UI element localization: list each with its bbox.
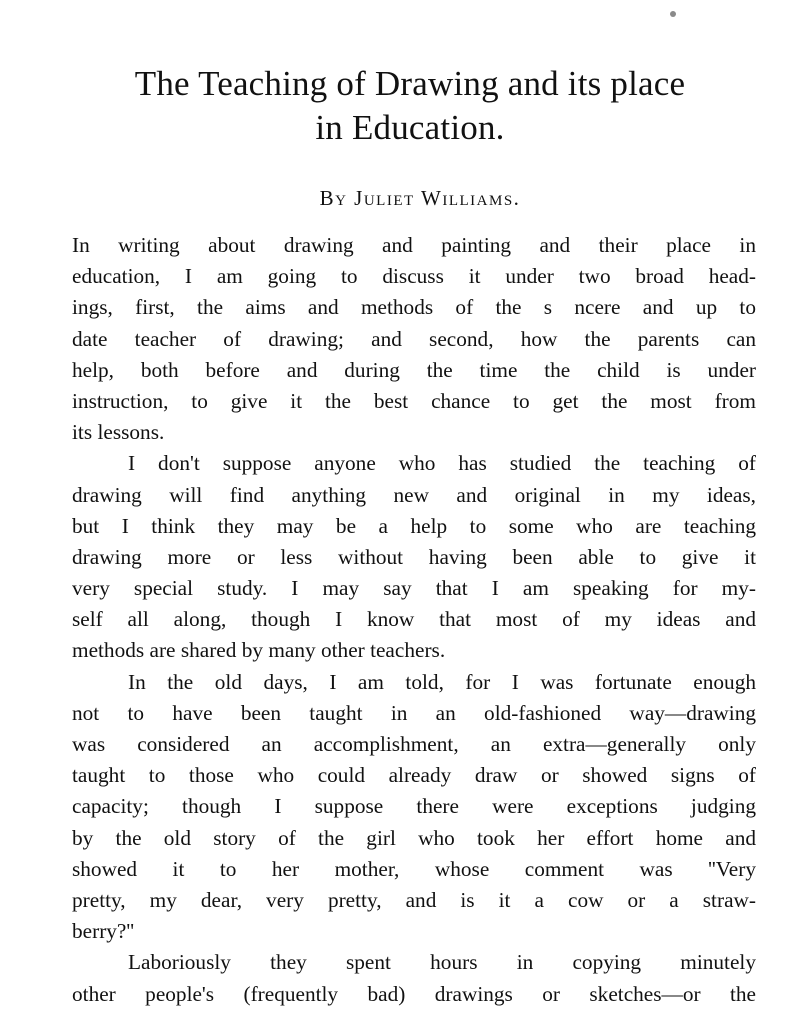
text-line: education, I am going to discuss it under two broad head- xyxy=(72,264,756,289)
paragraph-4 xyxy=(72,947,756,1009)
ink-speck xyxy=(670,11,676,17)
text-line: ings, first, the aims and methods of the s ncere and up to xyxy=(72,295,756,320)
text-line: pretty, my dear, very pretty, and is it a cow or a straw- xyxy=(72,887,756,912)
text-line: berry?'' xyxy=(72,919,135,944)
text-line: drawing will find anything new and original in my ideas, xyxy=(72,482,756,507)
text-line: very special study. I may say that I am speaking for my- xyxy=(72,576,756,601)
text-line: showed it to her mother, whose comment was ''Very xyxy=(72,856,756,881)
text-line: methods are shared by many other teachers. xyxy=(72,638,446,663)
article-title xyxy=(60,62,760,150)
article-body xyxy=(72,230,756,1010)
text-line: drawing more or less without having been able to give it xyxy=(72,544,756,569)
text-line: help, both before and during the time the child is under xyxy=(72,357,756,382)
text-line: date teacher of drawing; and second, how the parents can xyxy=(72,326,756,351)
text-line: In writing about drawing and painting and their place in xyxy=(72,233,756,257)
text-line: not to have been taught in an old-fashioned way—drawing xyxy=(72,700,756,725)
text-line: its lessons. xyxy=(72,420,165,445)
paragraph-2 xyxy=(72,448,756,666)
paragraph-3 xyxy=(72,667,756,948)
text-line: self all along, though I know that most of my ideas and xyxy=(72,607,756,632)
text-line: In the old days, I am told, for I was fortunate enough xyxy=(128,669,756,694)
paragraph-1 xyxy=(72,230,756,448)
text-line: was considered an accomplishment, an extra—generally only xyxy=(72,732,756,756)
title-line: in Education. xyxy=(315,108,505,147)
text-line: but I think they may be a help to some who are teaching xyxy=(72,513,756,538)
author-byline: By Juliet Williams. xyxy=(319,186,521,210)
text-line: instruction, to give it the best chance to get the most from xyxy=(72,388,756,413)
text-line: other people's (frequently bad) drawings or sketches—or the xyxy=(72,981,756,1006)
text-line: I don't suppose anyone who has studied the teaching of xyxy=(128,451,756,476)
text-line: taught to those who could already draw or showed signs of xyxy=(72,763,756,788)
text-line: by the old story of the girl who took her effort home and xyxy=(72,825,756,850)
title-line: The Teaching of Drawing and its place xyxy=(134,64,686,103)
text-line: capacity; though I suppose there were exceptions judging xyxy=(72,794,756,819)
text-line: Laboriously they spent hours in copying minutely xyxy=(128,950,756,975)
